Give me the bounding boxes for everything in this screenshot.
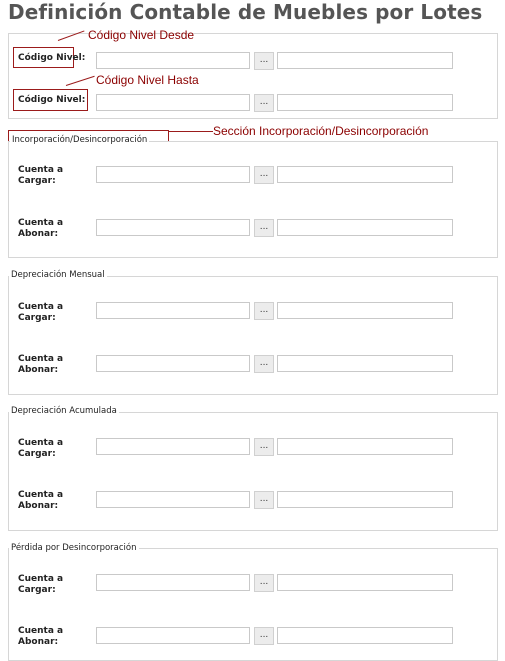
acumulada-cargar-lookup-button[interactable]: ...: [254, 438, 274, 456]
section-depreciacion-acumulada-legend: Depreciación Acumulada: [11, 406, 117, 416]
perdida-abonar-code-input[interactable]: [96, 627, 250, 644]
annotation-seccion: Sección Incorporación/Desincorporación: [213, 124, 429, 138]
mensual-cargar-code-input[interactable]: [96, 302, 250, 319]
section-incorporacion: [8, 141, 498, 258]
nivel-desde-lookup-button[interactable]: ...: [254, 52, 274, 70]
perdida-cargar-code-input[interactable]: [96, 574, 250, 591]
section-depreciacion-acumulada: [8, 412, 498, 531]
nivel-hasta-description-input[interactable]: [277, 94, 453, 111]
nivel-hasta-lookup-button[interactable]: ...: [254, 94, 274, 112]
incorporacion-abonar-code-input[interactable]: [96, 219, 250, 236]
acumulada-cargar-label: Cuenta a Cargar:: [18, 438, 64, 459]
mensual-abonar-description-input[interactable]: [277, 355, 453, 372]
acumulada-cargar-description-input[interactable]: [277, 438, 453, 455]
mensual-cargar-lookup-button[interactable]: ...: [254, 302, 274, 320]
incorporacion-cargar-description-input[interactable]: [277, 166, 453, 183]
acumulada-abonar-lookup-button[interactable]: ...: [254, 491, 274, 509]
mensual-abonar-code-input[interactable]: [96, 355, 250, 372]
acumulada-cargar-code-input[interactable]: [96, 438, 250, 455]
incorporacion-abonar-lookup-button[interactable]: ...: [254, 219, 274, 237]
section-perdida-desincorporacion: [8, 548, 498, 661]
incorporacion-abonar-label: Cuenta a Abonar:: [18, 218, 64, 239]
incorporacion-cargar-label: Cuenta a Cargar:: [18, 165, 64, 186]
mensual-abonar-lookup-button[interactable]: ...: [254, 355, 274, 373]
nivel-desde-code-input[interactable]: [96, 52, 250, 69]
nivel-desde-label: Código Nivel:: [18, 53, 86, 63]
acumulada-abonar-description-input[interactable]: [277, 491, 453, 508]
acumulada-abonar-code-input[interactable]: [96, 491, 250, 508]
annotation-line-seccion: [168, 131, 213, 132]
annotation-nivel-hasta: Código Nivel Hasta: [96, 73, 199, 87]
incorporacion-cargar-code-input[interactable]: [96, 166, 250, 183]
nivel-hasta-label: Código Nivel:: [18, 95, 86, 105]
perdida-cargar-description-input[interactable]: [277, 574, 453, 591]
perdida-cargar-lookup-button[interactable]: ...: [254, 574, 274, 592]
mensual-cargar-description-input[interactable]: [277, 302, 453, 319]
section-depreciacion-mensual-legend: Depreciación Mensual: [11, 270, 105, 280]
nivel-desde-description-input[interactable]: [277, 52, 453, 69]
perdida-abonar-description-input[interactable]: [277, 627, 453, 644]
acumulada-abonar-label: Cuenta a Abonar:: [18, 490, 64, 511]
perdida-abonar-label: Cuenta a Abonar:: [18, 626, 64, 647]
nivel-hasta-code-input[interactable]: [96, 94, 250, 111]
mensual-cargar-label: Cuenta a Cargar:: [18, 302, 64, 323]
mensual-abonar-label: Cuenta a Abonar:: [18, 354, 64, 375]
incorporacion-cargar-lookup-button[interactable]: ...: [254, 166, 274, 184]
section-perdida-desincorporacion-legend: Pérdida por Desincorporación: [11, 543, 137, 553]
perdida-abonar-lookup-button[interactable]: ...: [254, 627, 274, 645]
annotation-nivel-desde: Código Nivel Desde: [88, 28, 195, 42]
perdida-cargar-label: Cuenta a Cargar:: [18, 574, 64, 595]
section-incorporacion-legend: Incorporación/Desincorporación: [12, 135, 148, 145]
incorporacion-abonar-description-input[interactable]: [277, 219, 453, 236]
page-title: Definición Contable de Muebles por Lotes: [8, 0, 483, 24]
section-depreciacion-mensual: [8, 276, 498, 395]
